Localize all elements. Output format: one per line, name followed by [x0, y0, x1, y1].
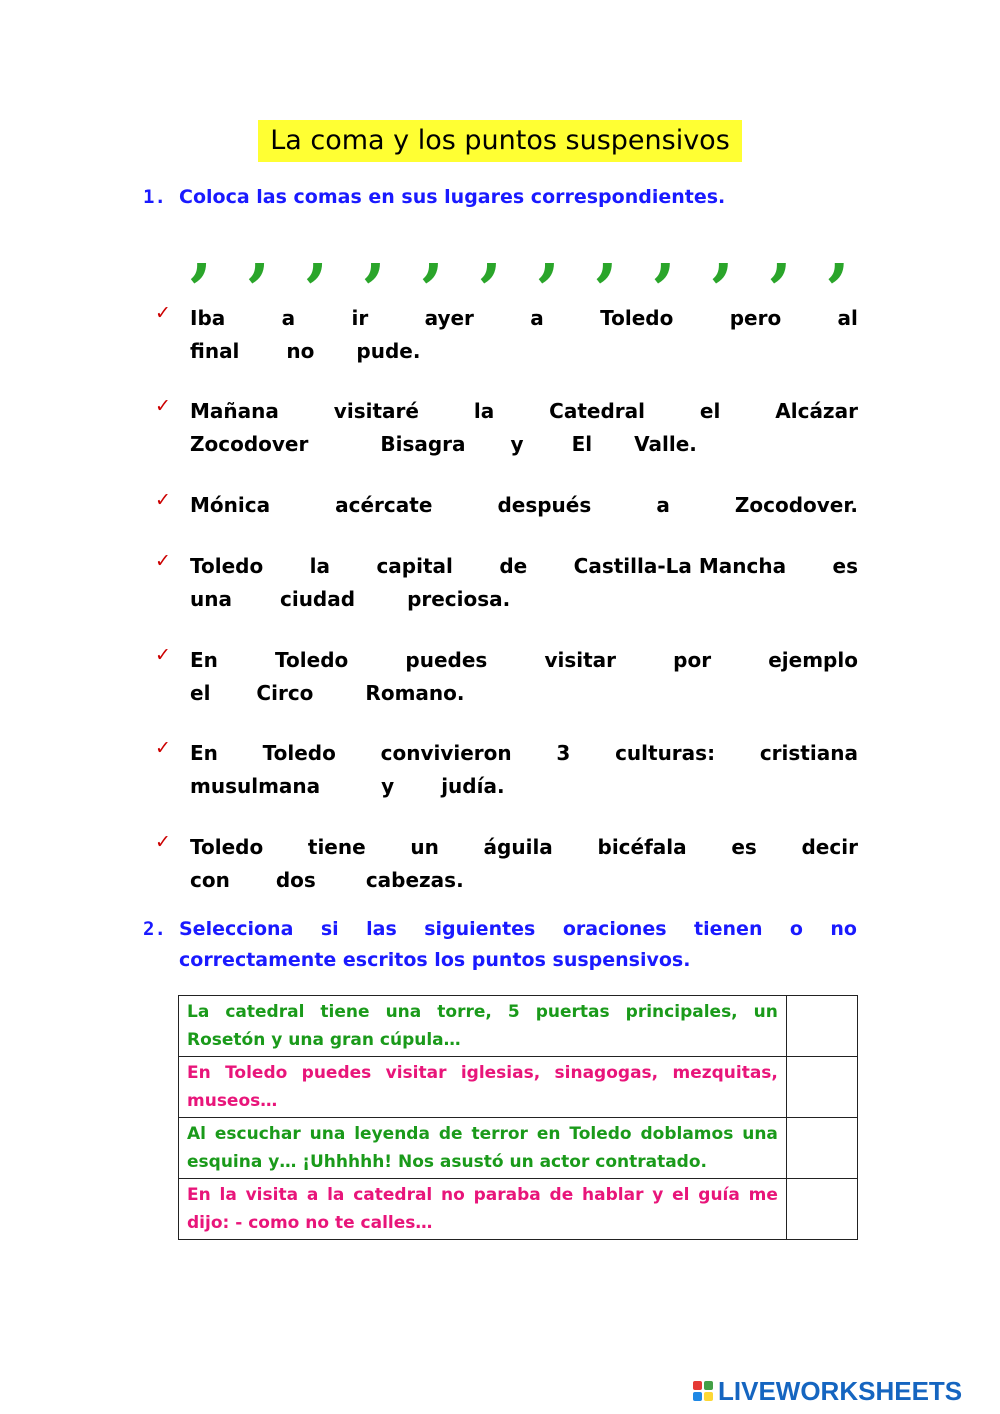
- sentence-word: Castilla-La Mancha: [573, 554, 787, 578]
- sentence-word: convivieron: [380, 741, 512, 765]
- sentence-text: [190, 550, 858, 616]
- sentence-word: y: [510, 432, 524, 456]
- question-1-number: 1.: [143, 186, 166, 208]
- question-2-word: Selecciona: [179, 918, 294, 940]
- sentence-word: Toledo: [190, 835, 264, 859]
- sentence-line: [190, 489, 858, 522]
- sentence-word: Romano.: [365, 681, 465, 705]
- question-2-word: las: [366, 918, 397, 940]
- sentence-cell: En Toledo puedes visitar iglesias, sinagogas, mezquitas, museos…: [179, 1057, 787, 1118]
- table-row: [179, 1057, 858, 1118]
- sentence-text: [190, 395, 858, 461]
- question-2-word: o: [789, 918, 803, 940]
- sentence-word: decir: [801, 835, 858, 859]
- sentence-text: [190, 737, 858, 803]
- question-2-word: siguientes: [424, 918, 536, 940]
- logo-square: [693, 1392, 702, 1401]
- sentence-cell: Al escuchar una leyenda de terror en Toledo doblamos una esquina y… ¡Uhhhhh! Nos asustó un actor contratado.: [179, 1118, 787, 1179]
- sentence-word: Zocodover.: [734, 493, 858, 517]
- sentence-word: cabezas.: [365, 868, 464, 892]
- sentence-word: dos: [275, 868, 316, 892]
- check-icon: ✓: [155, 831, 171, 853]
- logo-square: [704, 1381, 713, 1390]
- sentence-word: En: [190, 741, 218, 765]
- page-title: La coma y los puntos suspensivos: [258, 120, 742, 162]
- sentence-line: [190, 831, 858, 864]
- check-icon: ✓: [155, 489, 171, 511]
- answer-select-box[interactable]: [786, 996, 857, 1057]
- sentence-cell: La catedral tiene una torre, 5 puertas principales, un Rosetón y una gran cúpula…: [179, 996, 787, 1057]
- sentence-word: con: [190, 868, 230, 892]
- comma-tile[interactable]: ,: [305, 214, 329, 289]
- answer-select-box[interactable]: [786, 1179, 857, 1240]
- liveworksheets-logo-text: LIVEWORKSHEETS: [718, 1375, 963, 1406]
- sentence-word: cristiana: [759, 741, 858, 765]
- question-2-word: si: [320, 918, 339, 940]
- sentence-word: es: [731, 835, 757, 859]
- sentence-line: [190, 335, 858, 368]
- liveworksheets-logo-icon: [692, 1380, 714, 1402]
- comma-tile[interactable]: ,: [769, 214, 792, 289]
- question-2-line-2: correctamente escritos los puntos suspensivos.: [179, 949, 691, 971]
- draggable-commas-row: [190, 214, 850, 289]
- sentence-word: pero: [729, 306, 782, 330]
- sentence-line: [190, 677, 858, 710]
- sentence-word: la: [473, 399, 495, 423]
- sentence-word: Catedral: [549, 399, 645, 423]
- sentence-word: Toledo: [600, 306, 674, 330]
- sentence-word: El: [571, 432, 593, 456]
- sentence-word: ir: [351, 306, 369, 330]
- comma-tile[interactable]: ,: [421, 214, 445, 289]
- sentence-word: pude.: [356, 339, 421, 363]
- answer-select-box[interactable]: [786, 1118, 857, 1179]
- logo-square: [693, 1381, 702, 1390]
- question-2-word: no: [830, 918, 857, 940]
- sentence-cell: En la visita a la catedral no paraba de hablar y el guía me dijo: - como no te calles…: [179, 1179, 787, 1240]
- sentence-word: tiene: [307, 835, 366, 859]
- comma-tile[interactable]: ,: [827, 214, 850, 289]
- sentence-word: musulmana: [190, 774, 321, 798]
- table-row: [179, 1118, 858, 1179]
- sentence-line: [190, 302, 858, 335]
- sentence-line: [190, 583, 858, 616]
- comma-tile[interactable]: ,: [247, 214, 271, 289]
- liveworksheets-logo: [692, 1374, 962, 1408]
- sentence-word: Mónica: [190, 493, 271, 517]
- question-2-word: tienen: [694, 918, 763, 940]
- sentence-word: es: [832, 554, 858, 578]
- sentence-line: [190, 864, 858, 897]
- comma-tile[interactable]: ,: [363, 214, 387, 289]
- table-row: [179, 996, 858, 1057]
- sentence-word: Zocodover: [190, 432, 309, 456]
- sentence-word: Toledo: [190, 554, 264, 578]
- sentence-word: 3: [556, 741, 571, 765]
- sentence-word: una: [190, 587, 232, 611]
- sentence-word: Bisagra: [380, 432, 466, 456]
- sentence-word: después: [497, 493, 592, 517]
- sentence-word: un: [410, 835, 439, 859]
- sentence-word: puedes: [405, 648, 488, 672]
- sentence-word: al: [837, 306, 858, 330]
- sentence-word: preciosa.: [407, 587, 511, 611]
- sentence-word: Valle.: [634, 432, 697, 456]
- answer-select-box[interactable]: [786, 1057, 857, 1118]
- sentence-word: Mañana: [190, 399, 279, 423]
- sentence-word: a: [656, 493, 670, 517]
- sentence-word: el: [190, 681, 211, 705]
- sentence-line: [190, 737, 858, 770]
- sentence-word: a: [281, 306, 296, 330]
- sentence-word: visitaré: [333, 399, 419, 423]
- sentence-line: [190, 428, 858, 461]
- question-1-text: Coloca las comas en sus lugares correspondientes.: [179, 186, 726, 208]
- sentence-word: ejemplo: [768, 648, 858, 672]
- sentence-word: judía.: [441, 774, 505, 798]
- sentence-text: [190, 831, 858, 897]
- check-icon: ✓: [155, 395, 171, 417]
- sentence-word: a: [530, 306, 544, 330]
- question-2-line-1: [179, 918, 857, 940]
- sentence-word: Iba: [190, 306, 226, 330]
- sentence-word: acércate: [335, 493, 433, 517]
- sentence-text: [190, 302, 858, 368]
- sentence-line: [190, 395, 858, 428]
- check-icon: ✓: [155, 302, 171, 324]
- table-row: [179, 1179, 858, 1240]
- sentence-word: ciudad: [279, 587, 356, 611]
- check-icon: ✓: [155, 737, 171, 759]
- comma-tile[interactable]: ,: [653, 214, 677, 289]
- sentence-word: Circo: [256, 681, 314, 705]
- sentence-line: [190, 550, 858, 583]
- sentence-word: el: [699, 399, 721, 423]
- sentence-word: no: [286, 339, 315, 363]
- sentence-line: [190, 770, 858, 803]
- question-2-word: oraciones: [562, 918, 667, 940]
- sentence-line: [190, 644, 858, 677]
- check-icon: ✓: [155, 644, 171, 666]
- sentence-word: bicéfala: [597, 835, 687, 859]
- question-2-text: [179, 918, 857, 971]
- sentence-word: En: [190, 648, 218, 672]
- sentence-word: águila: [483, 835, 553, 859]
- check-icon: ✓: [155, 550, 171, 572]
- selection-table: [178, 995, 858, 1240]
- sentence-word: visitar: [544, 648, 617, 672]
- sentence-word: capital: [376, 554, 453, 578]
- logo-square: [704, 1392, 713, 1401]
- sentence-word: final: [190, 339, 240, 363]
- comma-tile[interactable]: ,: [595, 214, 619, 289]
- comma-tile[interactable]: ,: [190, 214, 213, 289]
- sentence-word: Alcázar: [775, 399, 858, 423]
- sentence-word: por: [673, 648, 712, 672]
- sentence-word: culturas:: [615, 741, 716, 765]
- sentence-word: la: [309, 554, 330, 578]
- sentence-word: y: [381, 774, 395, 798]
- sentence-word: ayer: [424, 306, 474, 330]
- sentence-word: Toledo: [262, 741, 336, 765]
- sentence-text: [190, 644, 858, 710]
- sentence-word: Toledo: [275, 648, 349, 672]
- sentence-word: de: [499, 554, 528, 578]
- comma-tile[interactable]: ,: [711, 214, 734, 289]
- sentence-text: [190, 489, 858, 522]
- question-2-number: 2.: [143, 918, 166, 940]
- comma-tile[interactable]: ,: [479, 214, 503, 289]
- comma-tile[interactable]: ,: [537, 214, 561, 289]
